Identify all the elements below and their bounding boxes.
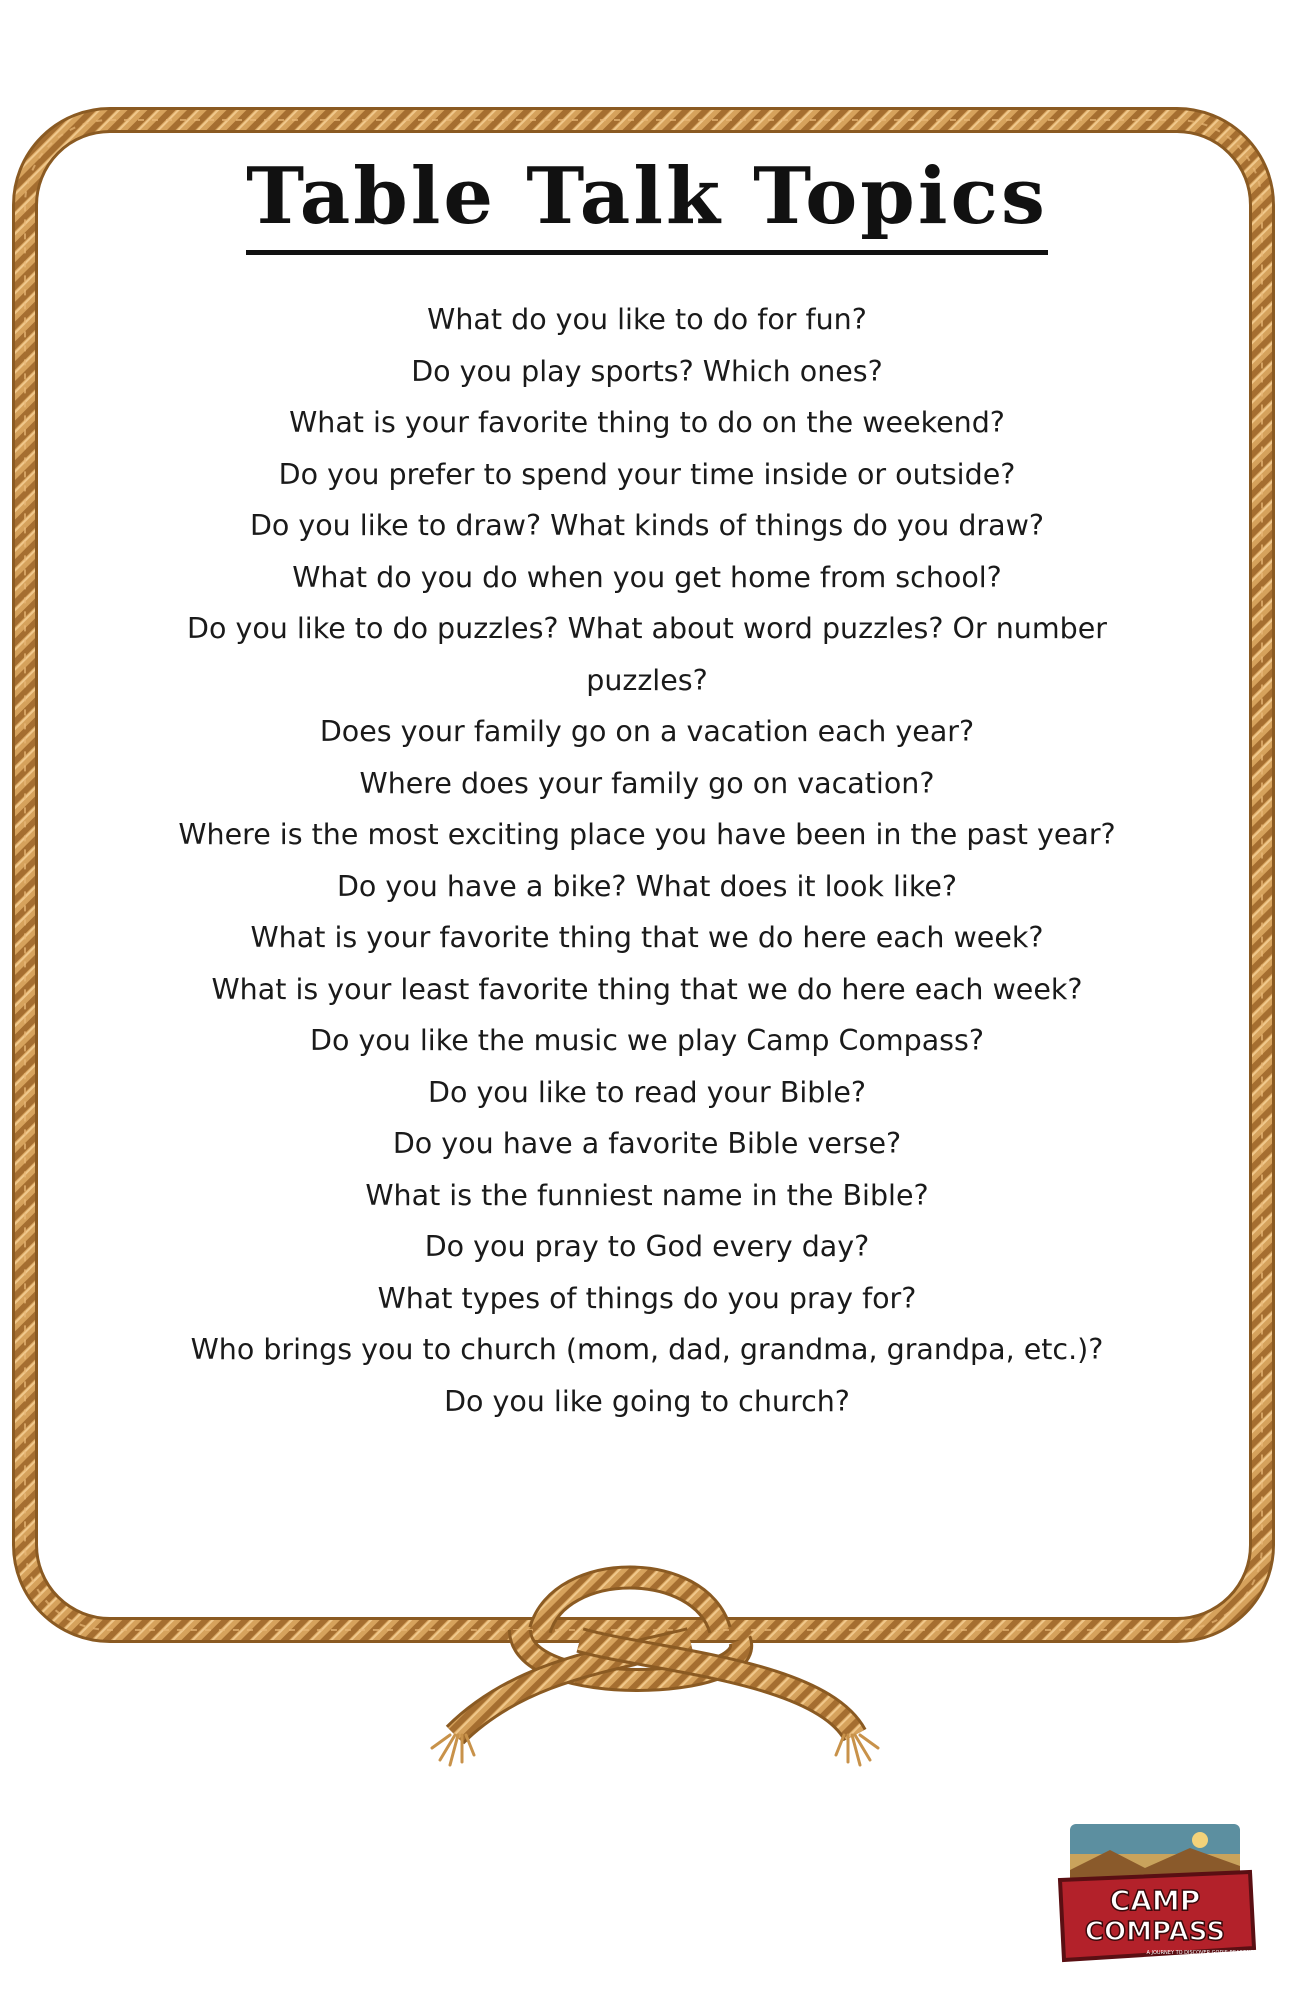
question-item: Where is the most exciting place you have been in the past year? bbox=[178, 818, 1116, 851]
question-item: Do you like to read your Bible? bbox=[428, 1075, 866, 1109]
question-item: Do you play sports? Which ones? bbox=[411, 354, 883, 388]
question-item: Do you pray to God every day? bbox=[424, 1230, 870, 1263]
logo-tagline: A JOURNEY TO DISCOVER GOD'S REASONS bbox=[1146, 1950, 1254, 1956]
question-item: What is your least favorite thing that we do here each week? bbox=[211, 972, 1083, 1006]
question-item: What is the funniest name in the Bible? bbox=[365, 1178, 929, 1212]
question-item: Do you like to draw? What kinds of things do you draw? bbox=[249, 509, 1045, 542]
question-item: What is your favorite thing that we do here each week? bbox=[250, 921, 1044, 954]
question-item: Do you like the music we play Camp Compass? bbox=[310, 1024, 984, 1057]
question-item: Do you have a bike? What does it look like? bbox=[336, 869, 957, 903]
question-item: Do you prefer to spend your time inside or outside? bbox=[278, 457, 1016, 491]
question-list bbox=[170, 294, 1124, 1427]
question-item: Do you like going to church? bbox=[444, 1384, 850, 1418]
question-item: What do you like to do for fun? bbox=[427, 303, 867, 336]
question-item: Who brings you to church (mom, dad, grandma, grandpa, etc.)? bbox=[190, 1333, 1104, 1366]
question-item: What is your favorite thing to do on the weekend? bbox=[289, 406, 1005, 439]
question-item: Does your family go on a vacation each year? bbox=[319, 715, 975, 748]
camp-compass-logo bbox=[1050, 1820, 1260, 1970]
rope-knot bbox=[432, 1578, 878, 1766]
question-item: What types of things do you pray for? bbox=[377, 1281, 917, 1315]
logo-line2: COMPASS bbox=[1084, 1917, 1226, 1947]
page-title: Table Talk Topics bbox=[0, 158, 1294, 236]
logo-line1: CAMP bbox=[1109, 1884, 1201, 1917]
question-item: Do you like to do puzzles? What about word puzzles? Or number puzzles? bbox=[187, 612, 1107, 697]
question-item: Do you have a favorite Bible verse? bbox=[392, 1127, 902, 1160]
question-item: Where does your family go on vacation? bbox=[359, 766, 935, 800]
question-item: What do you do when you get home from school? bbox=[292, 560, 1002, 594]
